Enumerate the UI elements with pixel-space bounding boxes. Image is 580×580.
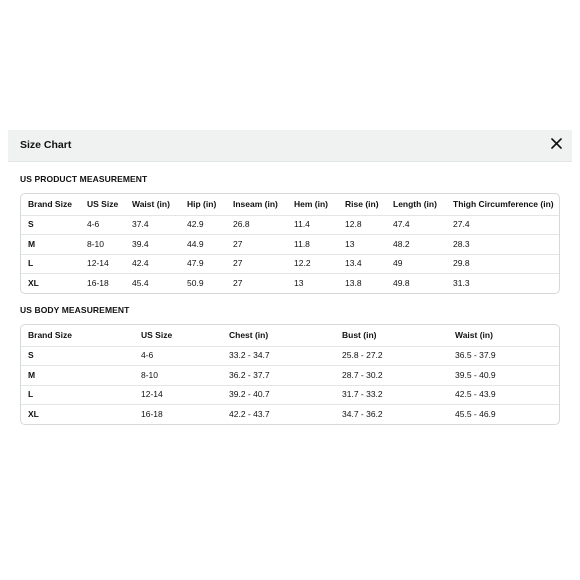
table-row [21, 235, 559, 255]
table-cell: 34.7 - 36.2 [335, 405, 448, 425]
table-cell: 13 [287, 274, 338, 294]
column-header: Rise (in) [345, 198, 379, 209]
table-cell: 4-6 [80, 215, 125, 235]
table-cell: XL [21, 274, 80, 294]
table-cell: S [21, 346, 134, 366]
column-header: Length (in) [393, 198, 437, 209]
table-row [21, 215, 559, 235]
column-header: Brand Size [28, 329, 72, 340]
column-header: Chest (in) [229, 329, 269, 340]
table-cell: 11.8 [287, 235, 338, 255]
table-cell: L [21, 254, 80, 274]
table-row [21, 385, 559, 405]
table-cell: 12-14 [134, 385, 222, 405]
table-cell: 16-18 [134, 405, 222, 425]
size-chart-modal [8, 130, 572, 434]
table-cell: 29.8 [446, 254, 559, 274]
table-cell: 27.4 [446, 215, 559, 235]
table-header-row [21, 194, 559, 215]
table-cell: 13.4 [338, 254, 386, 274]
column-header: Brand Size [28, 198, 72, 209]
table-cell: 45.5 - 46.9 [448, 405, 559, 425]
body-measurement-heading: US BODY MEASUREMENT [20, 305, 130, 315]
table-cell: S [21, 215, 80, 235]
table-cell: 12.2 [287, 254, 338, 274]
table-cell: 39.5 - 40.9 [448, 366, 559, 386]
table-cell: 49.8 [386, 274, 446, 294]
column-header: Hem (in) [294, 198, 328, 209]
table-cell: 16-18 [80, 274, 125, 294]
modal-header [8, 130, 572, 162]
table-cell: 13.8 [338, 274, 386, 294]
table-header-row [21, 325, 559, 346]
table-cell: 25.8 - 27.2 [335, 346, 448, 366]
product-measurement-heading: US PRODUCT MEASUREMENT [20, 174, 148, 184]
table-cell: 8-10 [134, 366, 222, 386]
column-header: US Size [141, 329, 173, 340]
table-cell: 42.2 - 43.7 [222, 405, 335, 425]
table-cell: 12.8 [338, 215, 386, 235]
table-cell: 13 [338, 235, 386, 255]
product-measurement-table [20, 193, 560, 294]
table-cell: 45.4 [125, 274, 180, 294]
table-cell: 47.4 [386, 215, 446, 235]
table-cell: 42.9 [180, 215, 226, 235]
table-cell: 47.9 [180, 254, 226, 274]
column-header: Bust (in) [342, 329, 377, 340]
table-cell: 4-6 [134, 346, 222, 366]
table-cell: 11.4 [287, 215, 338, 235]
table-cell: 42.5 - 43.9 [448, 385, 559, 405]
table-cell: 37.4 [125, 215, 180, 235]
body-measurement-table [20, 324, 560, 425]
table-row [21, 405, 559, 425]
table-cell: 42.4 [125, 254, 180, 274]
table-cell: 27 [226, 274, 287, 294]
table-cell: 39.4 [125, 235, 180, 255]
column-header: Waist (in) [455, 329, 493, 340]
table-row [21, 366, 559, 386]
table-cell: 49 [386, 254, 446, 274]
table-cell: M [21, 235, 80, 255]
table-cell: 28.3 [446, 235, 559, 255]
close-icon [551, 136, 562, 154]
table-cell: XL [21, 405, 134, 425]
table-cell: 50.9 [180, 274, 226, 294]
column-header: Hip (in) [187, 198, 217, 209]
table-cell: 36.5 - 37.9 [448, 346, 559, 366]
table-cell: 31.3 [446, 274, 559, 294]
table-cell: 26.8 [226, 215, 287, 235]
table-cell: 48.2 [386, 235, 446, 255]
table-row [21, 254, 559, 274]
table-cell: 27 [226, 254, 287, 274]
table-row [21, 274, 559, 294]
table-cell: 44.9 [180, 235, 226, 255]
column-header: US Size [87, 198, 119, 209]
table-cell: L [21, 385, 134, 405]
modal-title: Size Chart [20, 139, 72, 151]
table-cell: 28.7 - 30.2 [335, 366, 448, 386]
table-cell: 39.2 - 40.7 [222, 385, 335, 405]
close-button[interactable] [546, 135, 566, 155]
table-cell: 8-10 [80, 235, 125, 255]
table-cell: M [21, 366, 134, 386]
table-cell: 33.2 - 34.7 [222, 346, 335, 366]
table-cell: 27 [226, 235, 287, 255]
column-header: Thigh Circumference (in) [453, 198, 554, 209]
table-row [21, 346, 559, 366]
table-cell: 31.7 - 33.2 [335, 385, 448, 405]
table-cell: 12-14 [80, 254, 125, 274]
column-header: Waist (in) [132, 198, 170, 209]
table-cell: 36.2 - 37.7 [222, 366, 335, 386]
column-header: Inseam (in) [233, 198, 278, 209]
